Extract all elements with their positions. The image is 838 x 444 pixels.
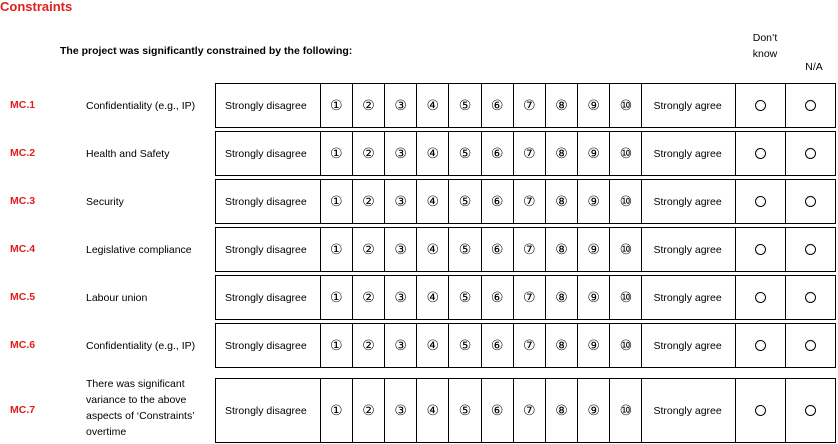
rating-option-2[interactable]: ② [353, 84, 385, 127]
question-label: Security [86, 195, 124, 208]
scale-low-label: Strongly disagree [216, 324, 321, 367]
dont-know-radio[interactable] [755, 292, 766, 303]
rating-option-7[interactable]: ⑦ [514, 84, 546, 127]
scale-low-label: Strongly disagree [216, 228, 321, 271]
dont-know-radio[interactable] [755, 244, 766, 255]
question-label: Legislative compliance [86, 243, 192, 256]
dont-know-cell [736, 228, 785, 271]
rating-option-6[interactable]: ⑥ [482, 228, 514, 271]
rating-option-5[interactable]: ⑤ [449, 132, 481, 175]
rating-option-3[interactable]: ③ [385, 379, 417, 442]
rating-option-10[interactable]: ⑩ [610, 132, 642, 175]
rating-option-3[interactable]: ③ [385, 324, 417, 367]
header-dont-know: Don’t know [752, 32, 778, 60]
question-code: MC.7 [10, 403, 36, 416]
rating-option-7[interactable]: ⑦ [514, 324, 546, 367]
rating-option-4[interactable]: ④ [417, 84, 449, 127]
rating-option-10[interactable]: ⑩ [610, 180, 642, 223]
na-radio[interactable] [805, 196, 816, 207]
rating-scale [215, 323, 836, 368]
dont-know-cell [736, 180, 785, 223]
rating-option-4[interactable]: ④ [417, 228, 449, 271]
rating-option-9[interactable]: ⑨ [578, 379, 610, 442]
na-radio[interactable] [805, 100, 816, 111]
na-radio[interactable] [805, 340, 816, 351]
rating-scale [215, 83, 836, 128]
dont-know-cell [736, 379, 785, 442]
rating-option-4[interactable]: ④ [417, 276, 449, 319]
rating-option-6[interactable]: ⑥ [482, 379, 514, 442]
rating-option-6[interactable]: ⑥ [482, 180, 514, 223]
na-cell [786, 84, 835, 127]
scale-high-label: Strongly agree [642, 324, 736, 367]
question-code: MC.1 [10, 98, 36, 111]
rating-option-4[interactable]: ④ [417, 180, 449, 223]
na-radio[interactable] [805, 244, 816, 255]
rating-option-1[interactable]: ① [321, 132, 353, 175]
rating-option-9[interactable]: ⑨ [578, 228, 610, 271]
rating-option-6[interactable]: ⑥ [482, 324, 514, 367]
rating-option-9[interactable]: ⑨ [578, 84, 610, 127]
question-row [0, 131, 838, 176]
question-label: There was significant variance to the above aspects of ‘Constraints’ overtime [86, 378, 195, 438]
intro-statement: The project was significantly constrained by the following: [60, 45, 353, 57]
dont-know-cell [736, 324, 785, 367]
rating-option-5[interactable]: ⑤ [449, 228, 481, 271]
dont-know-radio[interactable] [755, 100, 766, 111]
rating-option-4[interactable]: ④ [417, 379, 449, 442]
rating-option-8[interactable]: ⑧ [546, 180, 578, 223]
rating-scale [215, 131, 836, 176]
rating-option-1[interactable]: ① [321, 379, 353, 442]
rating-option-7[interactable]: ⑦ [514, 180, 546, 223]
na-cell [786, 324, 835, 367]
scale-high-label: Strongly agree [642, 276, 736, 319]
rating-option-10[interactable]: ⑩ [610, 84, 642, 127]
rating-option-2[interactable]: ② [353, 379, 385, 442]
rating-option-1[interactable]: ① [321, 324, 353, 367]
question-row [0, 323, 838, 368]
rating-option-5[interactable]: ⑤ [449, 180, 481, 223]
dont-know-radio[interactable] [755, 196, 766, 207]
question-row [0, 179, 838, 224]
rating-option-9[interactable]: ⑨ [578, 180, 610, 223]
rating-option-5[interactable]: ⑤ [449, 324, 481, 367]
rating-option-8[interactable]: ⑧ [546, 228, 578, 271]
question-label: Labour union [86, 291, 148, 304]
rating-option-7[interactable]: ⑦ [514, 132, 546, 175]
scale-high-label: Strongly agree [642, 84, 736, 127]
rating-option-3[interactable]: ③ [385, 84, 417, 127]
rating-option-10[interactable]: ⑩ [610, 276, 642, 319]
rating-option-4[interactable]: ④ [417, 324, 449, 367]
rating-option-6[interactable]: ⑥ [482, 132, 514, 175]
rating-scale [215, 227, 836, 272]
question-row [0, 275, 838, 320]
scale-low-label: Strongly disagree [216, 379, 321, 442]
scale-low-label: Strongly disagree [216, 84, 321, 127]
rating-option-7[interactable]: ⑦ [514, 276, 546, 319]
header-na: N/A [805, 61, 823, 73]
scale-low-label: Strongly disagree [216, 132, 321, 175]
question-row [0, 227, 838, 272]
rating-option-6[interactable]: ⑥ [482, 84, 514, 127]
dont-know-cell [736, 84, 785, 127]
dont-know-radio[interactable] [755, 405, 766, 416]
na-radio[interactable] [805, 148, 816, 159]
scale-high-label: Strongly agree [642, 379, 736, 442]
section-title: Constraints [0, 0, 73, 14]
rating-option-1[interactable]: ① [321, 228, 353, 271]
rating-option-5[interactable]: ⑤ [449, 379, 481, 442]
rating-option-7[interactable]: ⑦ [514, 228, 546, 271]
rating-option-2[interactable]: ② [353, 228, 385, 271]
rating-option-9[interactable]: ⑨ [578, 132, 610, 175]
na-cell [786, 180, 835, 223]
rating-scale [215, 378, 836, 443]
rating-option-10[interactable]: ⑩ [610, 228, 642, 271]
na-cell [786, 379, 835, 442]
rating-option-7[interactable]: ⑦ [514, 379, 546, 442]
rating-option-8[interactable]: ⑧ [546, 379, 578, 442]
rating-option-5[interactable]: ⑤ [449, 276, 481, 319]
rating-option-2[interactable]: ② [353, 180, 385, 223]
dont-know-cell [736, 276, 785, 319]
rating-option-6[interactable]: ⑥ [482, 276, 514, 319]
rating-option-10[interactable]: ⑩ [610, 324, 642, 367]
rating-option-8[interactable]: ⑧ [546, 132, 578, 175]
question-label: Confidentiality (e.g., IP) [86, 99, 196, 112]
question-row [0, 378, 838, 443]
rating-option-9[interactable]: ⑨ [578, 276, 610, 319]
scale-low-label: Strongly disagree [216, 180, 321, 223]
na-radio[interactable] [805, 292, 816, 303]
rating-option-3[interactable]: ③ [385, 180, 417, 223]
na-cell [786, 276, 835, 319]
rating-option-8[interactable]: ⑧ [546, 276, 578, 319]
question-code: MC.3 [10, 194, 36, 207]
question-code: MC.4 [10, 242, 36, 255]
na-radio[interactable] [805, 405, 816, 416]
scale-high-label: Strongly agree [642, 132, 736, 175]
question-code: MC.2 [10, 146, 36, 159]
question-code: MC.5 [10, 290, 36, 303]
rating-option-8[interactable]: ⑧ [546, 84, 578, 127]
na-cell [786, 132, 835, 175]
question-label: Confidentiality (e.g., IP) [86, 339, 196, 352]
rating-option-2[interactable]: ② [353, 276, 385, 319]
rating-option-3[interactable]: ③ [385, 228, 417, 271]
rating-option-2[interactable]: ② [353, 324, 385, 367]
scale-low-label: Strongly disagree [216, 276, 321, 319]
rating-option-2[interactable]: ② [353, 132, 385, 175]
rating-option-3[interactable]: ③ [385, 276, 417, 319]
na-cell [786, 228, 835, 271]
rating-scale [215, 179, 836, 224]
rating-option-1[interactable]: ① [321, 84, 353, 127]
rating-option-3[interactable]: ③ [385, 132, 417, 175]
dont-know-cell [736, 132, 785, 175]
rating-option-1[interactable]: ① [321, 180, 353, 223]
rating-option-5[interactable]: ⑤ [449, 84, 481, 127]
rating-option-10[interactable]: ⑩ [610, 379, 642, 442]
rating-option-4[interactable]: ④ [417, 132, 449, 175]
question-code: MC.6 [10, 338, 36, 351]
question-label: Health and Safety [86, 147, 170, 160]
rating-option-8[interactable]: ⑧ [546, 324, 578, 367]
question-row [0, 83, 838, 128]
dont-know-radio[interactable] [755, 148, 766, 159]
rating-option-9[interactable]: ⑨ [578, 324, 610, 367]
rating-option-1[interactable]: ① [321, 276, 353, 319]
rating-scale [215, 275, 836, 320]
scale-high-label: Strongly agree [642, 180, 736, 223]
dont-know-radio[interactable] [755, 340, 766, 351]
scale-high-label: Strongly agree [642, 228, 736, 271]
